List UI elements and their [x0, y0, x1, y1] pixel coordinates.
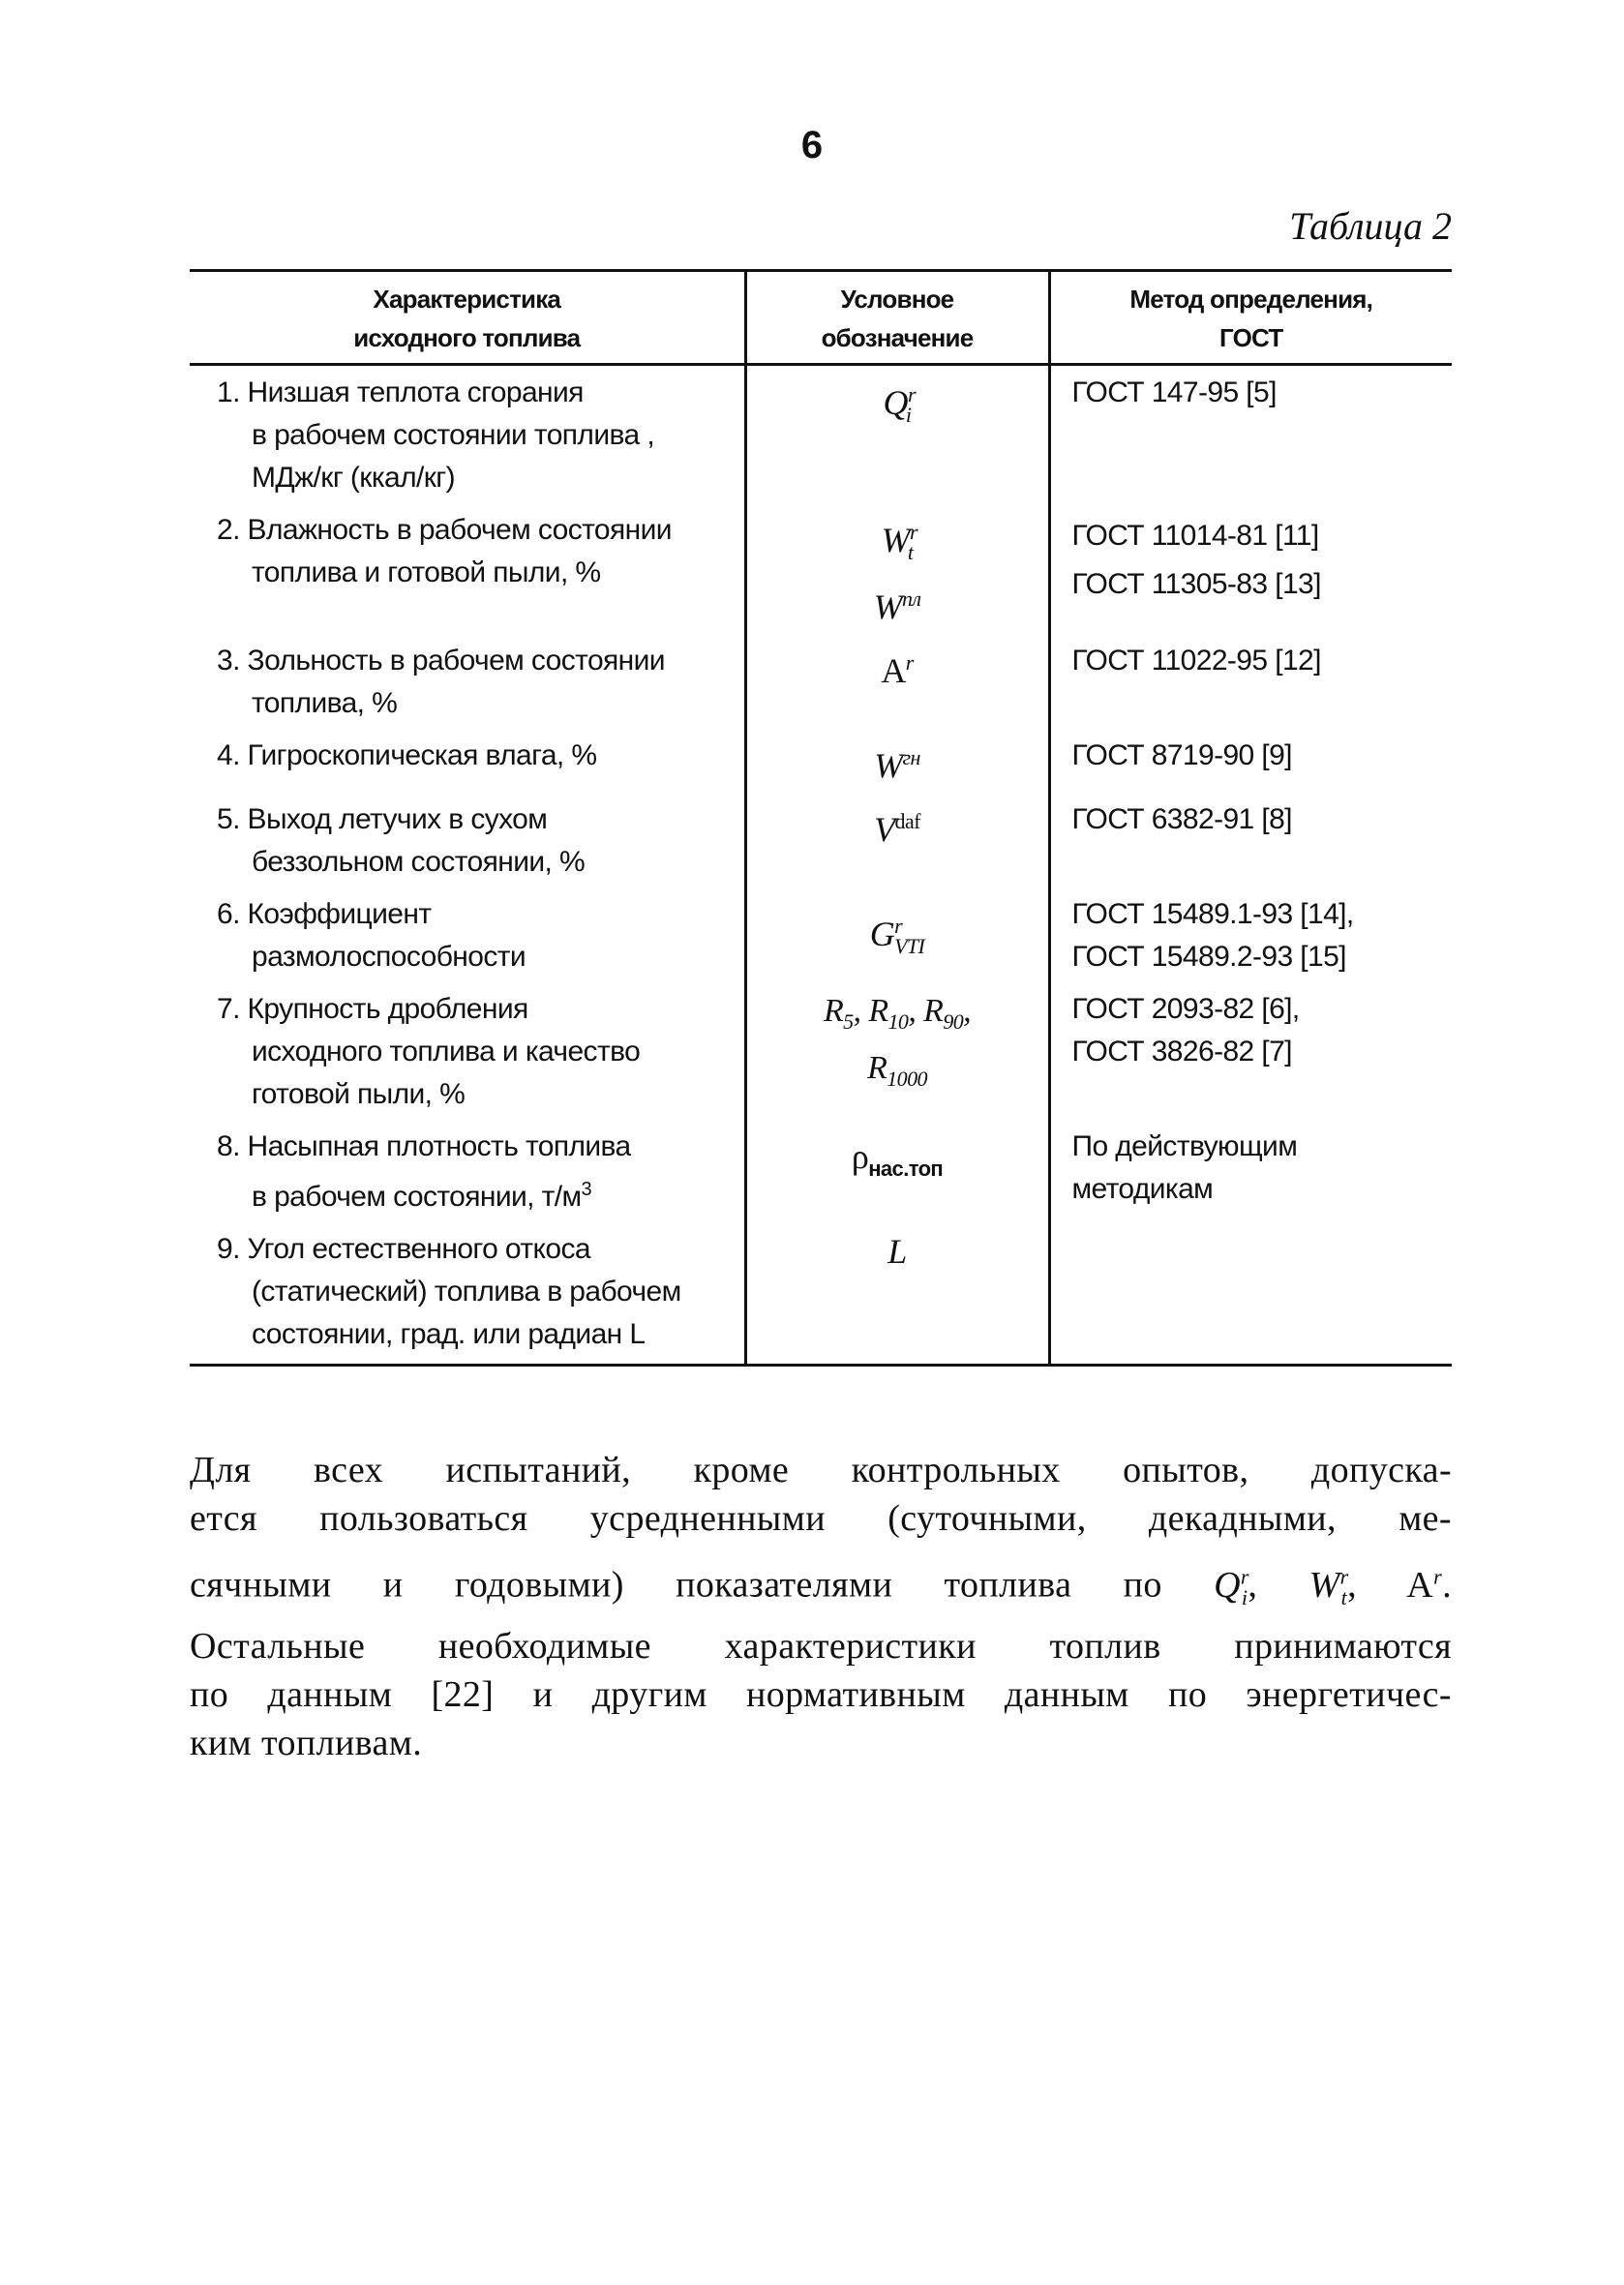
header-symbol [745, 271, 1049, 365]
characteristic-cell [190, 887, 745, 982]
characteristic-line: 1. Низшая теплота сгорания [217, 376, 584, 408]
method-line: По действующим [1071, 1130, 1298, 1163]
method-cell [1049, 634, 1452, 729]
symbol-cell [745, 365, 1049, 504]
characteristic-line: беззольном состоянии, % [252, 846, 586, 879]
symbol-residues: $R_5$, $R_{10}$, $R_{90}$, [823, 993, 972, 1034]
characteristic-line: состоянии, град. или радиан L [252, 1318, 646, 1351]
paragraph-line: сячными и годовыми) показателями топлива по $Q^r_i$, $W^r_t$, $A^r$. [190, 1564, 1452, 1610]
characteristic-cell [190, 729, 745, 793]
method-line: ГОСТ 11305-83 [13] [1071, 568, 1321, 600]
symbol-q-inline: $Q^r_i$ [1214, 1564, 1249, 1610]
table-caption: Таблица 2 [1289, 204, 1452, 248]
symbol-cell [745, 1222, 1049, 1366]
characteristic-cell [190, 1222, 745, 1366]
method-cell [1049, 365, 1452, 504]
header-line: ГОСТ [1219, 323, 1283, 352]
method-line: ГОСТ 11014-81 [11] [1071, 520, 1319, 552]
characteristic-line: исходного топлива и качество [252, 1036, 641, 1068]
characteristic-line: 4. Гигроскопическая влага, % [217, 739, 597, 772]
symbol-q-lower: $Q^r_i$ [883, 382, 916, 428]
symbol-hygroscopic: $W^{гн}$ [874, 745, 920, 786]
header-line: Метод определения, [1129, 285, 1373, 314]
method-cell [1049, 729, 1452, 793]
table-row [190, 1120, 1452, 1222]
header-line: обозначение [821, 323, 974, 352]
method-line: методикам [1071, 1173, 1214, 1206]
method-line: ГОСТ 15489.2-93 [15] [1071, 941, 1346, 974]
characteristic-cell [190, 982, 745, 1120]
paragraph-line: по данным [22] и другим нормативным данным по энергетичес- [190, 1674, 1452, 1716]
symbol-ash: $A^r$ [881, 650, 914, 691]
symbol-cell [745, 729, 1049, 793]
characteristic-cell [190, 1120, 745, 1222]
symbol-grindability: $G^r_{VTI}$ [869, 914, 925, 959]
body-paragraph [190, 1446, 1452, 1767]
symbol-w-dust: $W^{пл}$ [873, 586, 921, 627]
table-row [190, 887, 1452, 982]
table-row [190, 365, 1452, 504]
table-header-row [190, 271, 1452, 365]
method-cell [1049, 982, 1452, 1120]
header-line: исходного топлива [353, 323, 581, 352]
paragraph-line: Для всех испытаний, кроме контрольных опытов, допуска- [190, 1450, 1452, 1490]
fuel-characteristics-table [190, 269, 1452, 1367]
paragraph-line: ким топливам. [190, 1723, 423, 1764]
symbol-cell [745, 793, 1049, 887]
symbol-volatile: $V^{daf}$ [874, 809, 920, 850]
characteristic-cell [190, 503, 745, 634]
method-line: ГОСТ 147-95 [5] [1071, 376, 1277, 408]
characteristic-line: 5. Выход летучих в сухом [217, 803, 548, 836]
method-line: ГОСТ 8719-90 [9] [1071, 739, 1292, 772]
characteristic-line: 7. Крупность дробления [217, 993, 528, 1026]
method-line: ГОСТ 3826-82 [7] [1071, 1036, 1292, 1068]
table-row [190, 793, 1452, 887]
symbol-cell [745, 503, 1049, 634]
table-row [190, 982, 1452, 1120]
characteristic-line: 8. Насыпная плотность топлива [217, 1130, 631, 1163]
characteristic-line: 2. Влажность в рабочем состоянии [217, 514, 672, 546]
symbol-repose-angle: L [887, 1232, 907, 1272]
symbol-w-working: $W^r_t$ [881, 520, 917, 565]
characteristic-line: в рабочем состоянии, $т/м^3$ [252, 1179, 592, 1214]
header-line: Характеристика [373, 285, 561, 314]
method-line: ГОСТ 15489.1-93 [14], [1071, 898, 1354, 931]
paragraph-line-text: сячными и годовыми) показателями топлива по [190, 1564, 1162, 1606]
table-row [190, 503, 1452, 634]
characteristic-line: 6. Коэффициент [217, 898, 432, 931]
method-cell [1049, 1222, 1452, 1366]
characteristic-line: (статический) топлива в рабочем [252, 1276, 681, 1308]
method-line: ГОСТ 6382-91 [8] [1071, 803, 1292, 836]
symbol-cell [745, 887, 1049, 982]
header-characteristic [190, 271, 745, 365]
page-number: 6 [800, 124, 824, 166]
symbol-cell [745, 982, 1049, 1120]
symbol-cell [745, 1120, 1049, 1222]
characteristic-line: готовой пыли, % [252, 1078, 466, 1111]
header-line: Условное [840, 285, 954, 314]
characteristic-line: в рабочем состоянии топлива , [252, 419, 655, 451]
characteristic-cell [190, 634, 745, 729]
symbol-bulk-density: $\rho_{нас.топ}$ [851, 1137, 944, 1182]
paragraph-line: Остальные необходимые характеристики топлив принимаются [190, 1626, 1452, 1668]
characteristic-line: топлива, % [252, 687, 398, 720]
method-line: ГОСТ 11022-95 [12] [1071, 645, 1321, 677]
table-row [190, 634, 1452, 729]
method-cell [1049, 503, 1452, 634]
symbol-w-inline: $W^r_t$ [1308, 1564, 1349, 1610]
symbol-cell [745, 634, 1049, 729]
characteristic-cell [190, 365, 745, 504]
paragraph-line: ется пользоваться усредненными (суточными, декадными, ме- [190, 1498, 1452, 1539]
method-cell [1049, 793, 1452, 887]
method-cell [1049, 887, 1452, 982]
characteristic-line: 9. Угол естественного откоса [217, 1233, 590, 1266]
symbol-a-inline: $A^r$. [1406, 1564, 1452, 1606]
symbol-residue-1000: $R_{1000}$ [867, 1049, 927, 1091]
characteristic-line: 3. Зольность в рабочем состоянии [217, 645, 665, 677]
characteristic-cell [190, 793, 745, 887]
method-cell [1049, 1120, 1452, 1222]
table-row [190, 1222, 1452, 1366]
header-method [1049, 271, 1452, 365]
characteristic-line: МДж/кг (ккал/кг) [252, 462, 455, 494]
characteristic-line: размолоспособности [252, 941, 526, 974]
table-row [190, 729, 1452, 793]
method-line: ГОСТ 2093-82 [6], [1071, 993, 1300, 1026]
characteristic-line: топлива и готовой пыли, % [252, 556, 601, 588]
